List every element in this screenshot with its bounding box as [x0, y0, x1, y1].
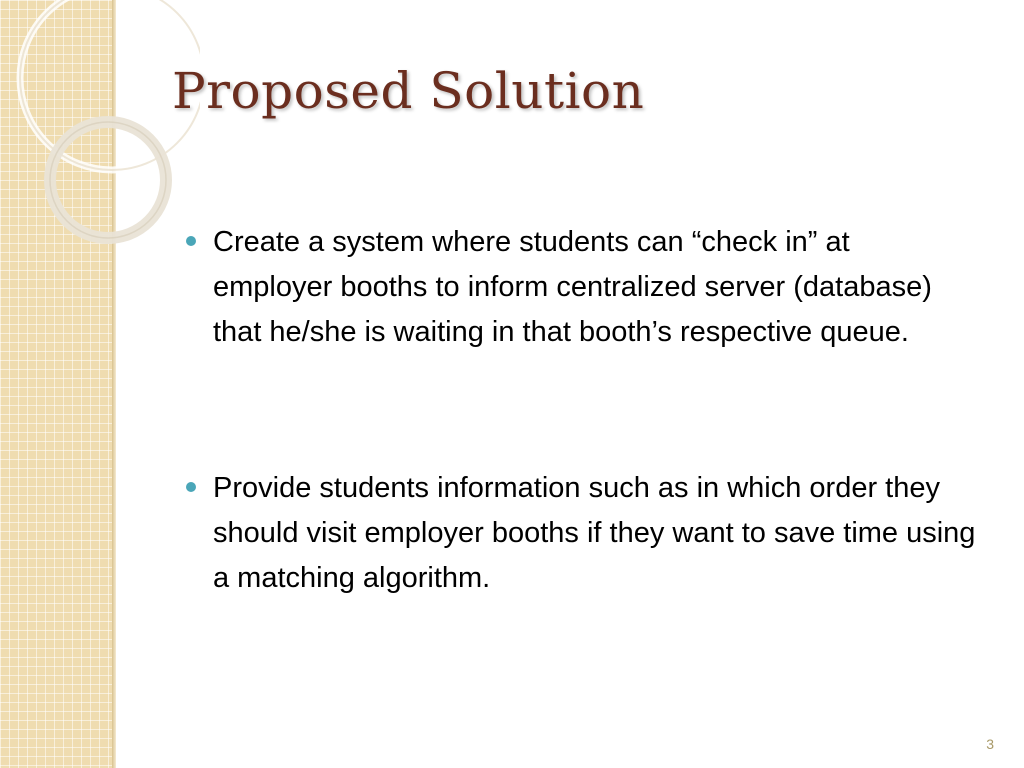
page-number: 3 — [986, 736, 994, 752]
bullet-dot-icon — [186, 236, 196, 246]
rings-decoration-icon — [0, 0, 200, 260]
bullet-text: Create a system where students can “check in” at employer booths to inform centralized server (database) that he/she is waiting in that booth’s respective queue. — [213, 226, 932, 348]
slide-title: Proposed Solution — [172, 62, 645, 120]
bullet-text: Provide students information such as in which order they should visit employer booths if they want to save time using a matching algorithm. — [213, 472, 976, 594]
bullet-item — [186, 220, 976, 355]
bullet-item — [186, 466, 976, 601]
bullet-dot-icon — [186, 482, 196, 492]
bullet-list — [186, 220, 976, 601]
